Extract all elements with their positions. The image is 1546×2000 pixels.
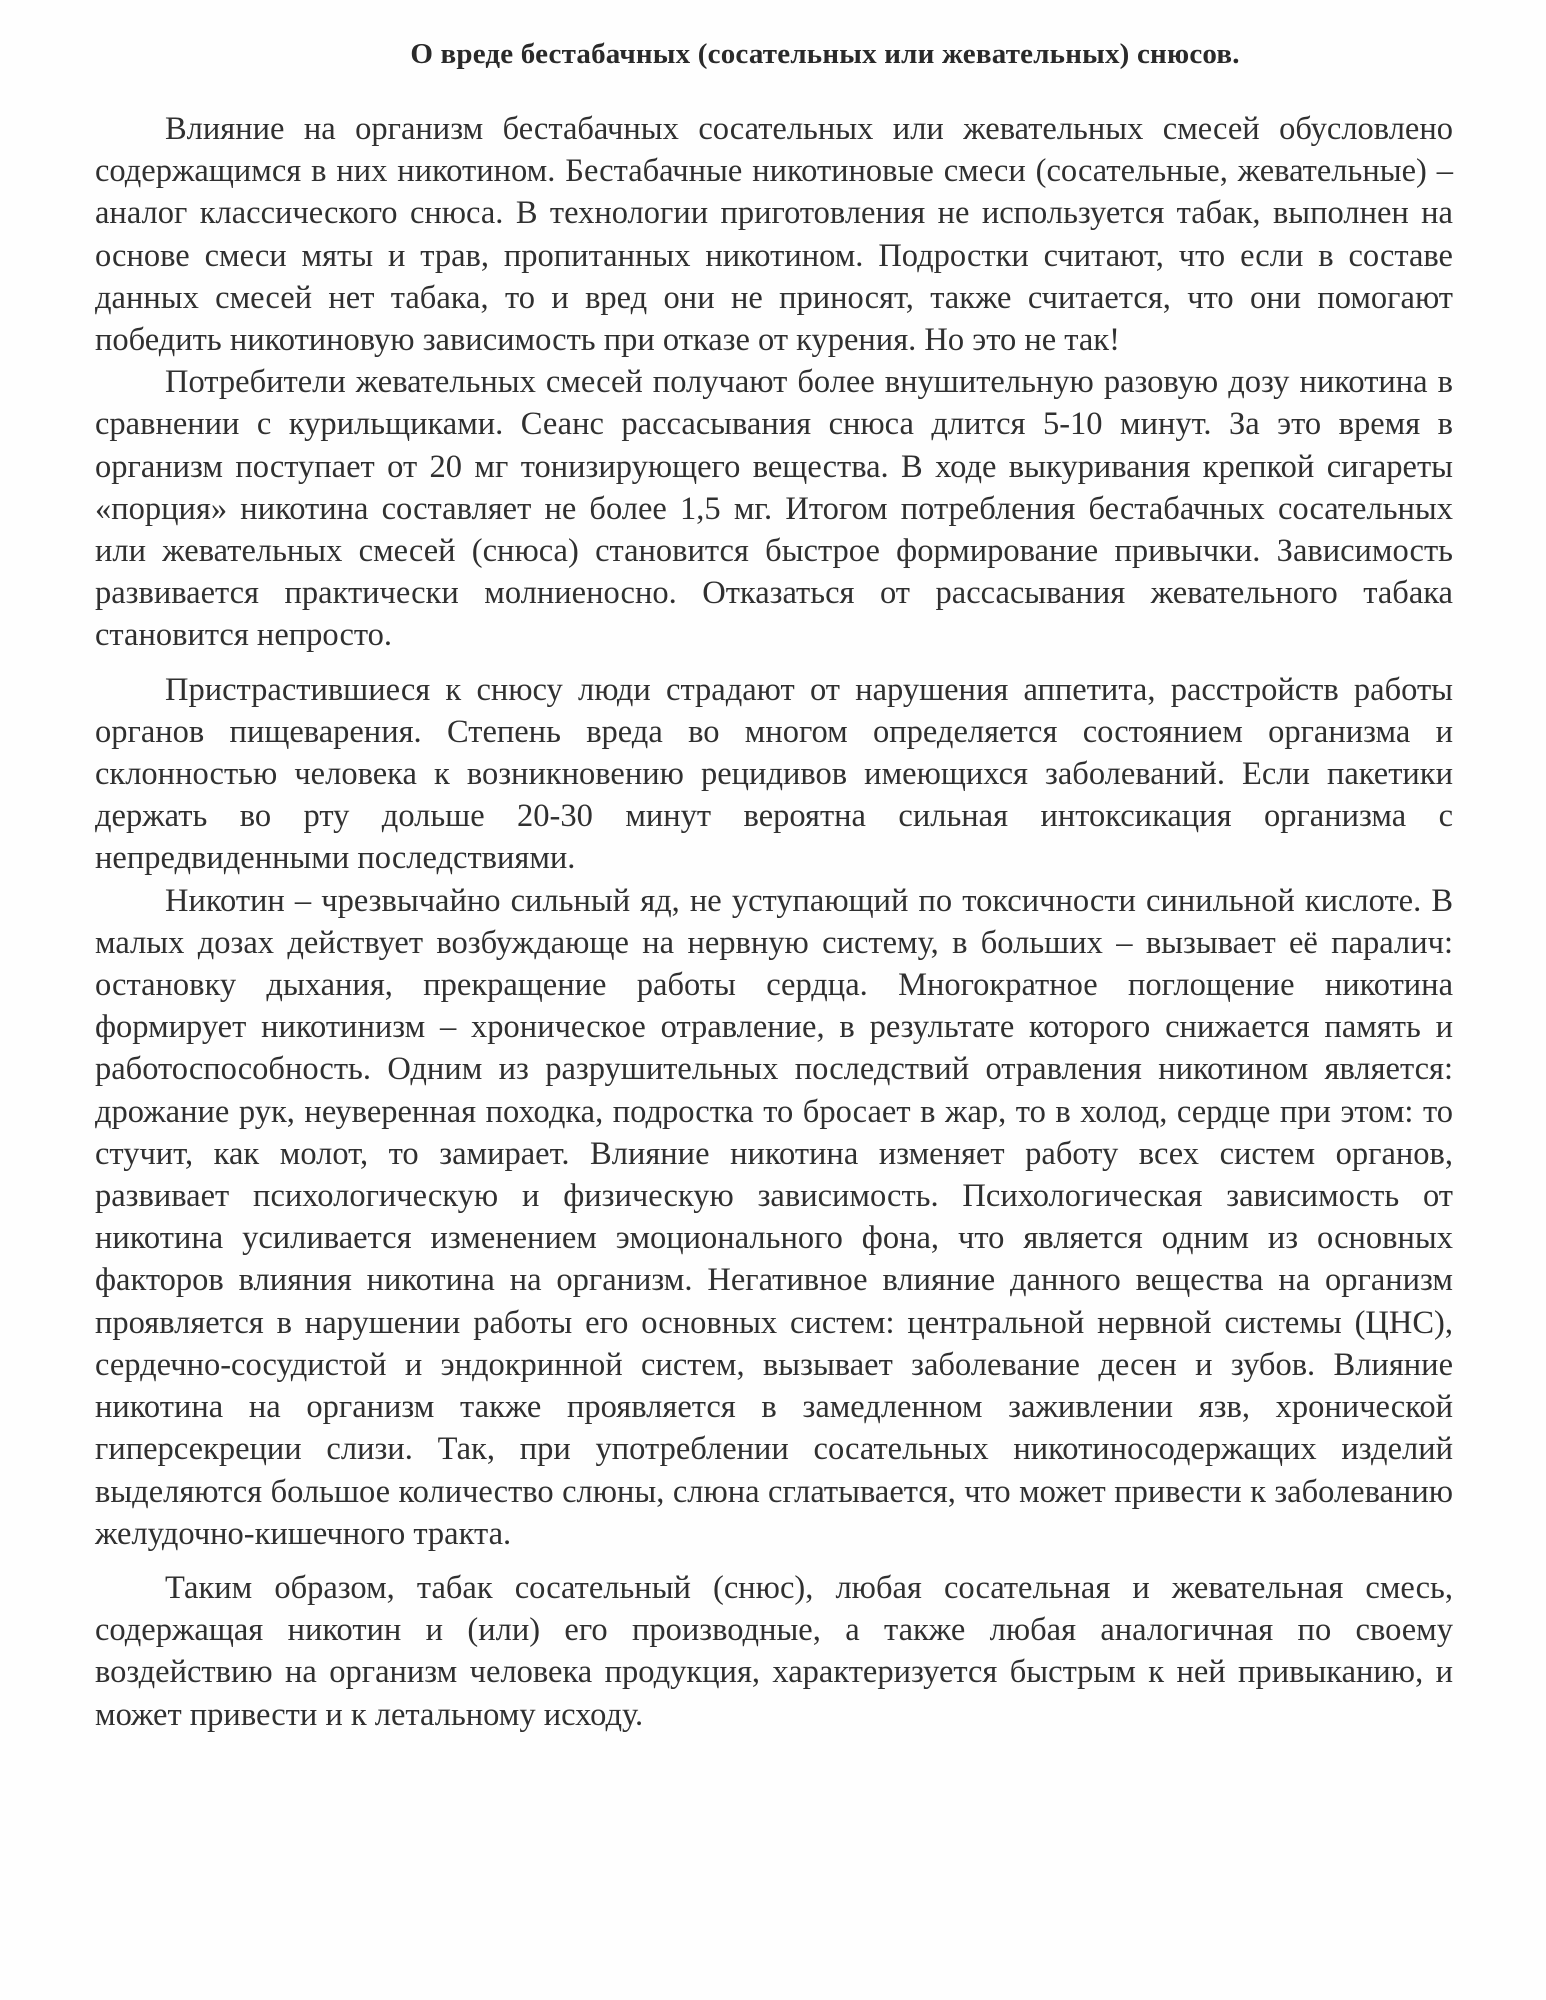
paragraph-conclusion: Таким образом, табак сосательный (снюс), любая сосательная и жевательная смесь, содержащая никотин и (или) его производные, а также любая аналогичная по своему воздействию на организм человека продукция, характеризуется быстрым к ней привыканию, и может привести и к летальному исходу. — [95, 1569, 1453, 1733]
paragraph-dose-comparison: Потребители жевательных смесей получают более внушительную разовую дозу никотина в сравнении с курильщиками. Сеанс рассасывания снюса длится 5-10 минут. За это время в организм поступает от 20 мг тонизирующего вещества. В ходе выкуривания крепкой сигареты «порция» никотина составляет не более 1,5 мг. Итогом потребления бестабачных сосательных или жевательных смесей (снюса) становится быстрое формирование привычки. Зависимость развивается практически молниеносно. Отказаться от рассасывания жевательного табака становится непросто. — [95, 364, 1453, 654]
document-title: О вреде бестабачных (сосательных или жевательных) снюсов. — [410, 38, 1240, 70]
document-body — [95, 108, 1453, 1736]
paragraph-nicotine-mixtures: Влияние на организм бестабачных сосательных или жевательных смесей обусловлено содержащимся в них никотином. Бестабачные никотиновые смеси (сосательные, жевательные) – аналог классического снюса. В технологии приготовления не используется табак, выполнен на основе смеси мяты и трав, пропитанных никотином. Подростки считают, что если в составе данных смесей нет табака, то и вред они не приносят, также считается, что они помогают победить никотиновую зависимость при отказе от курения. Но это не так! — [95, 111, 1453, 359]
paragraph-nicotine-poison: Никотин – чрезвычайно сильный яд, не уступающий по токсичности синильной кислоте. В малых дозах действует возбуждающе на нервную систему, в больших – вызывает её паралич: остановку дыхания, прекращение работы сердца. Многократное поглощение никотина формирует никотинизм – хроническое отравление, в результате которого снижается память и работоспособность. Одним из разрушительных последствий отравления никотином является: дрожание рук, неуверенная походка, подростка то бросает в жар, то в холод, сердце при этом: то стучит, как молот, то замирает. Влияние никотина изменяет работу всех систем органов, развивает психологическую и физическую зависимость. Психологическая зависимость от никотина усиливается изменением эмоционального фона, что является одним из основных факторов влияния никотина на организм. Негативное влияние данного вещества на организм проявляется в нарушении работы его основных систем: центральной нервной системы (ЦНС), сердечно-сосудистой и эндокринной систем, вызывает заболевание десен и зубов. Влияние никотина на организм также проявляется в замедленном заживлении язв, хронической гиперсекреции слизи. Так, при употреблении сосательных никотиносодержащих изделий выделяются большое количество слюны, слюна сглатывается, что может привести к заболеванию желудочно-кишечного тракта. — [95, 882, 1453, 1552]
paragraph-health-effects: Пристрастившиеся к снюсу люди страдают от нарушения аппетита, расстройств работы органов пищеварения. Степень вреда во многом определяется состоянием организма и склонностью человека к возникновению рецидивов имеющихся заболеваний. Если пакетики держать во рту дольше 20-30 минут вероятна сильная интоксикация организма с непредвиденными последствиями. — [95, 671, 1453, 877]
